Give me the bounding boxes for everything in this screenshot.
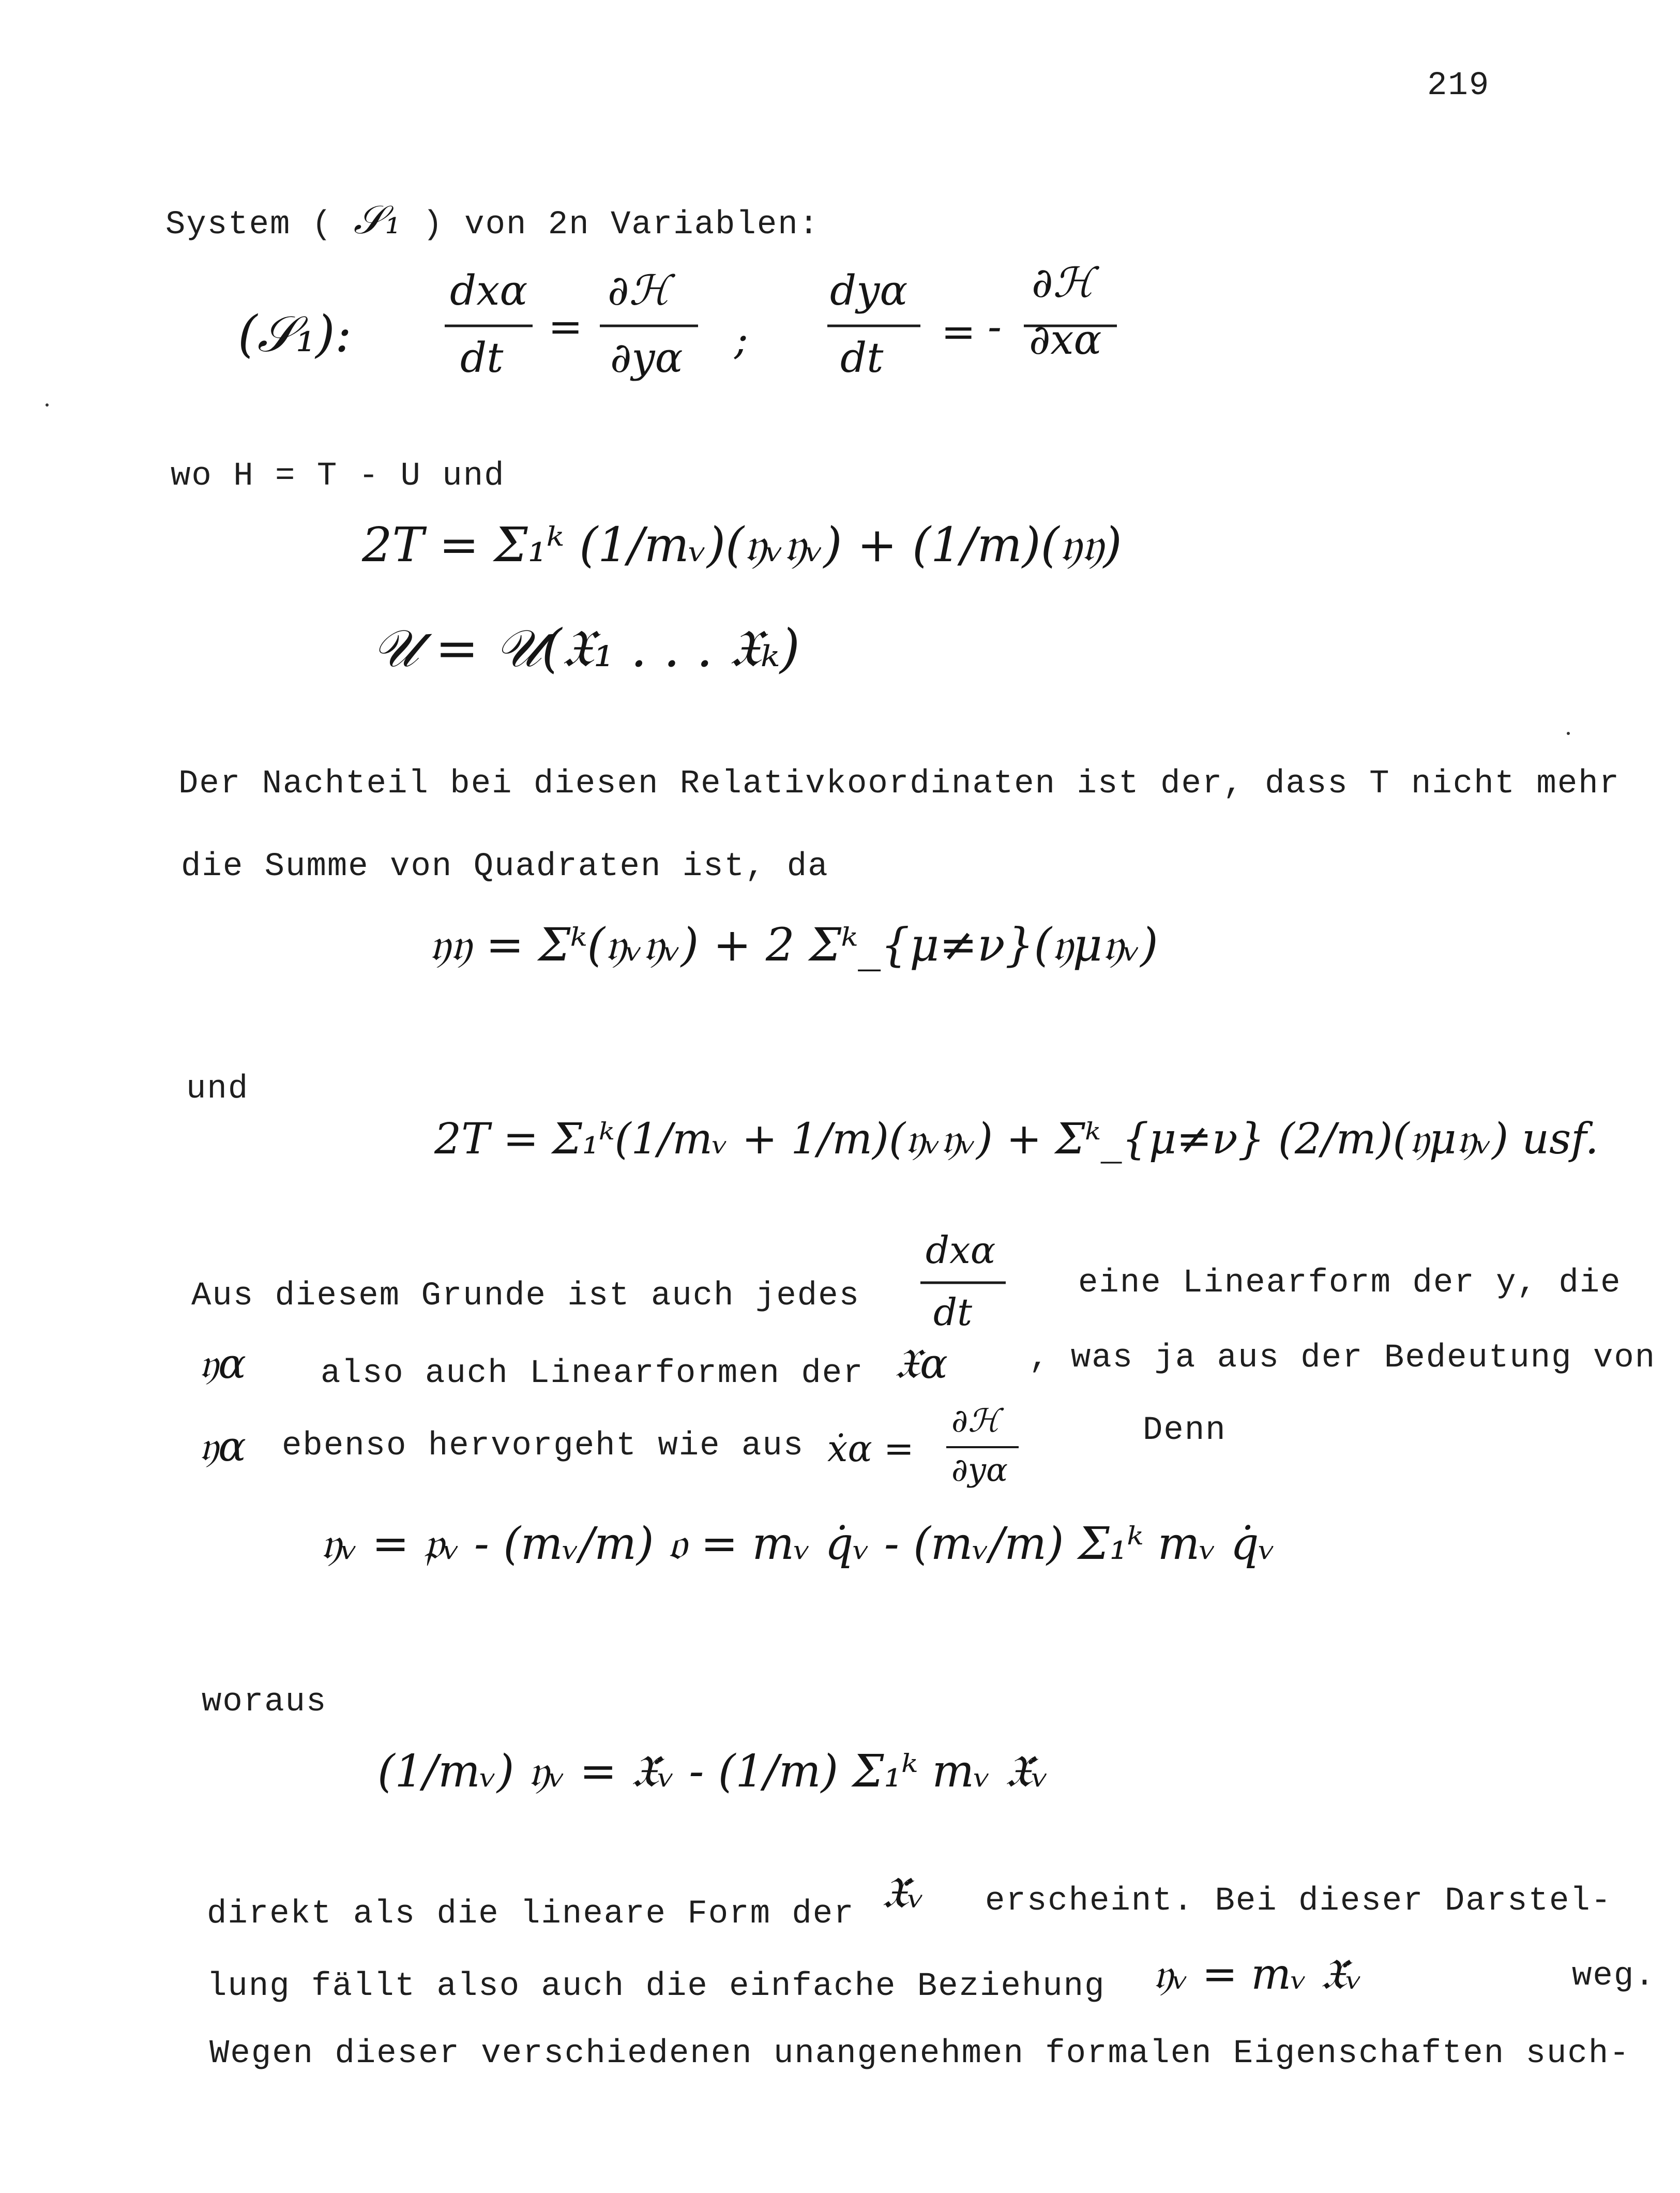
dt-denominator-2: dt <box>840 334 884 382</box>
nachteil-line: Der Nachteil bei diesen Relativkoordinaten ist der, dass T nicht mehr <box>178 765 1621 803</box>
ebenso-line-a: ebenso hervorgeht wie aus <box>282 1428 805 1465</box>
x-alpha-symbol: 𝔛α <box>895 1340 948 1388</box>
dy-numerator: dyα <box>830 266 908 314</box>
ink-speck-1 <box>1567 732 1570 735</box>
dt-inline-denominator: dt <box>933 1290 973 1334</box>
dH-numerator-1: ∂ℋ <box>608 266 670 314</box>
momentum-relation-formula: 𝔶ᵥ = 𝔭ᵥ - (mᵥ/m) 𝔬 = mᵥ q̇ᵥ - (mᵥ/m) Σ₁ᵏ mᵥ q̇ᵥ <box>321 1518 1276 1570</box>
system-label: (𝒮₁): <box>238 305 352 363</box>
kinetic-energy-formula: 2T = Σ₁ᵏ (1/mᵥ)(𝔶ᵥ𝔶ᵥ) + (1/m)(𝔶𝔶) <box>362 517 1122 573</box>
system-intro-a: System ( <box>165 206 333 244</box>
dt-denominator-1: dt <box>460 334 504 382</box>
yy-sum-formula: 𝔶𝔶 = Σᵏ(𝔶ᵥ𝔶ᵥ) + 2 Σᵏ_{μ≠ν}(𝔶μ𝔶ᵥ) <box>429 918 1158 971</box>
equals-sign-1: = <box>548 303 583 351</box>
system-intro-b: ) von 2n Variablen: <box>422 206 820 244</box>
lung-line-b: weg. <box>1572 1958 1656 1995</box>
lung-line-a: lung fällt also auch die einfache Beziehung <box>207 1968 1106 2005</box>
x-v-dot-symbol: 𝔛̇ᵥ <box>882 1867 925 1918</box>
ink-speck-2 <box>46 403 49 407</box>
also-line-a: also auch Linearformen der <box>321 1355 864 1392</box>
system-intro-text <box>165 197 820 244</box>
woraus-line: woraus <box>202 1684 327 1721</box>
direkt-line-b: erscheint. Bei dieser Darstel- <box>985 1883 1612 1920</box>
equals-sign-2: = <box>941 308 976 356</box>
wo-line: wo H = T - U und <box>171 458 505 495</box>
direkt-line-a: direkt als die lineare Form der <box>207 1896 855 1933</box>
ebenso-line-b: Denn <box>1143 1412 1227 1449</box>
page-number: 219 <box>1427 67 1490 104</box>
dH-inline-numerator: ∂ℋ <box>951 1402 1000 1439</box>
dH-numerator-2: ∂ℋ <box>1032 259 1094 307</box>
aus-line-b: eine Linearform der y, die <box>1078 1265 1622 1302</box>
also-line-b: , was ja aus der Bedeutung von <box>1029 1340 1656 1377</box>
woraus-formula: (1/mᵥ) 𝔶ᵥ = 𝔛̇ᵥ - (1/m) Σ₁ᵏ mᵥ 𝔛̇ᵥ <box>377 1746 1049 1797</box>
potential-energy-formula: 𝒰 = 𝒰(𝔛₁ . . . 𝔛ₖ) <box>372 618 800 679</box>
minus-sign: - <box>988 303 1002 351</box>
wegen-line: Wegen dieser verschiedenen unangenehmen formalen Eigenschaften such- <box>209 2035 1630 2072</box>
y-alpha-symbol-2: 𝔶α <box>199 1422 247 1470</box>
system-symbol: 𝒮₁ <box>353 197 402 243</box>
x-dot-alpha: ẋα = <box>827 1428 914 1470</box>
dx-inline-numerator: dxα <box>926 1228 996 1272</box>
semicolon: ; <box>734 316 748 364</box>
summe-line: die Summe von Quadraten ist, da <box>181 848 829 885</box>
kinetic-energy-expanded: 2T = Σ₁ᵏ(1/mᵥ + 1/m)(𝔶ᵥ𝔶ᵥ) + Σᵏ_{μ≠ν} (2/m)(𝔶μ𝔶ᵥ) usf. <box>434 1115 1599 1164</box>
dy-denominator-1: ∂yα <box>610 334 683 382</box>
dx-denominator: ∂xα <box>1029 316 1102 364</box>
dy-inline-denominator: ∂yα <box>951 1451 1008 1489</box>
dx-numerator: dxα <box>450 266 528 314</box>
und-line: und <box>186 1071 249 1108</box>
aus-line-a: Aus diesem Grunde ist auch jedes <box>191 1278 860 1315</box>
y-alpha-symbol-1: 𝔶α <box>199 1340 247 1388</box>
beziehung-formula: 𝔶ᵥ = mᵥ 𝔛̇ᵥ <box>1153 1950 1363 1999</box>
